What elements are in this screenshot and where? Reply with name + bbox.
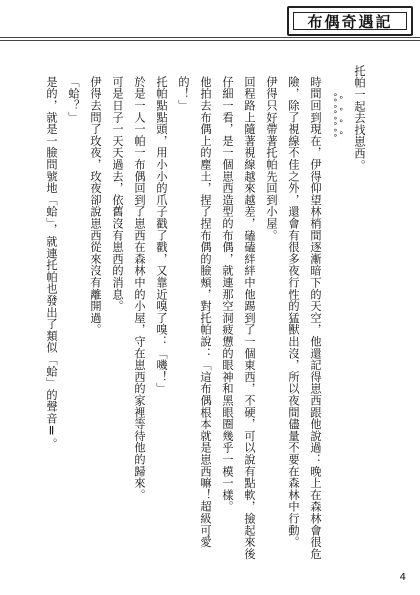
header-rule-second bbox=[0, 40, 420, 41]
chapter-title-inner-frame bbox=[293, 12, 407, 30]
paragraph-7: 於是一人一帕一布偶回到了崽西在森林中的小屋，守在崽西的家裡等待他的歸來。 bbox=[133, 76, 146, 501]
paragraph-9: 伊得去問了玫夜，玫夜卻說崽西從來沒有離開過。 bbox=[89, 76, 102, 336]
paragraph-8: 可是日子一天天過去，依舊沒有崽西的消息。 bbox=[111, 76, 124, 313]
paragraph-6: 托帕點點頭，用小小的爪子戳了戳，又靠近嗅了嗅：「嘰！」 bbox=[155, 76, 168, 395]
paragraph-2: 時間回到現在，伊得仰望林梢間逐漸暗下的天空，他還記得崽西跟他說過：晚上在森林會很危險，除了視線不佳之外，還會有很多夜行性的猛獸出沒，所以夜間儘量不要在森林中行動。 bbox=[287, 76, 322, 560]
vertical-body-text bbox=[45, 65, 370, 565]
paragraph-3: 伊得只好帶著托帕先回到小屋。 bbox=[265, 76, 278, 242]
paragraph-10: 「蛤？」 bbox=[67, 76, 80, 124]
paragraph-1: 托帕一起去找崽西。 bbox=[353, 65, 366, 172]
page-number: 4 bbox=[399, 572, 406, 583]
header-rule bbox=[0, 37, 420, 38]
paragraph-5: 他拍去布偶上的塵土，捏了捏布偶的臉頰，對托帕說：「這布偶根本就是崽西嘛！超級可愛的！」 bbox=[177, 76, 212, 549]
chapter-title-box bbox=[287, 6, 413, 36]
paragraph-4: 回程路上隨著視線越來越差，磕磕絆絆中他踢到了一個東西，不硬，可以說有點軟，撿起來後仔細一看，是一個崽西造型的布偶，就連那空洞疲憊的眼神和黑眼圈幾乎一模一樣。 bbox=[221, 76, 256, 560]
chapter-title: 布偶奇遇記 bbox=[307, 12, 393, 31]
section-separator: ஃஃஃஃ bbox=[331, 93, 344, 141]
paragraph-11: 是的，就是一臉問號地「蛤」，就連托帕也發出了類似「蛤」的聲音Ⅱ。 bbox=[45, 76, 58, 450]
